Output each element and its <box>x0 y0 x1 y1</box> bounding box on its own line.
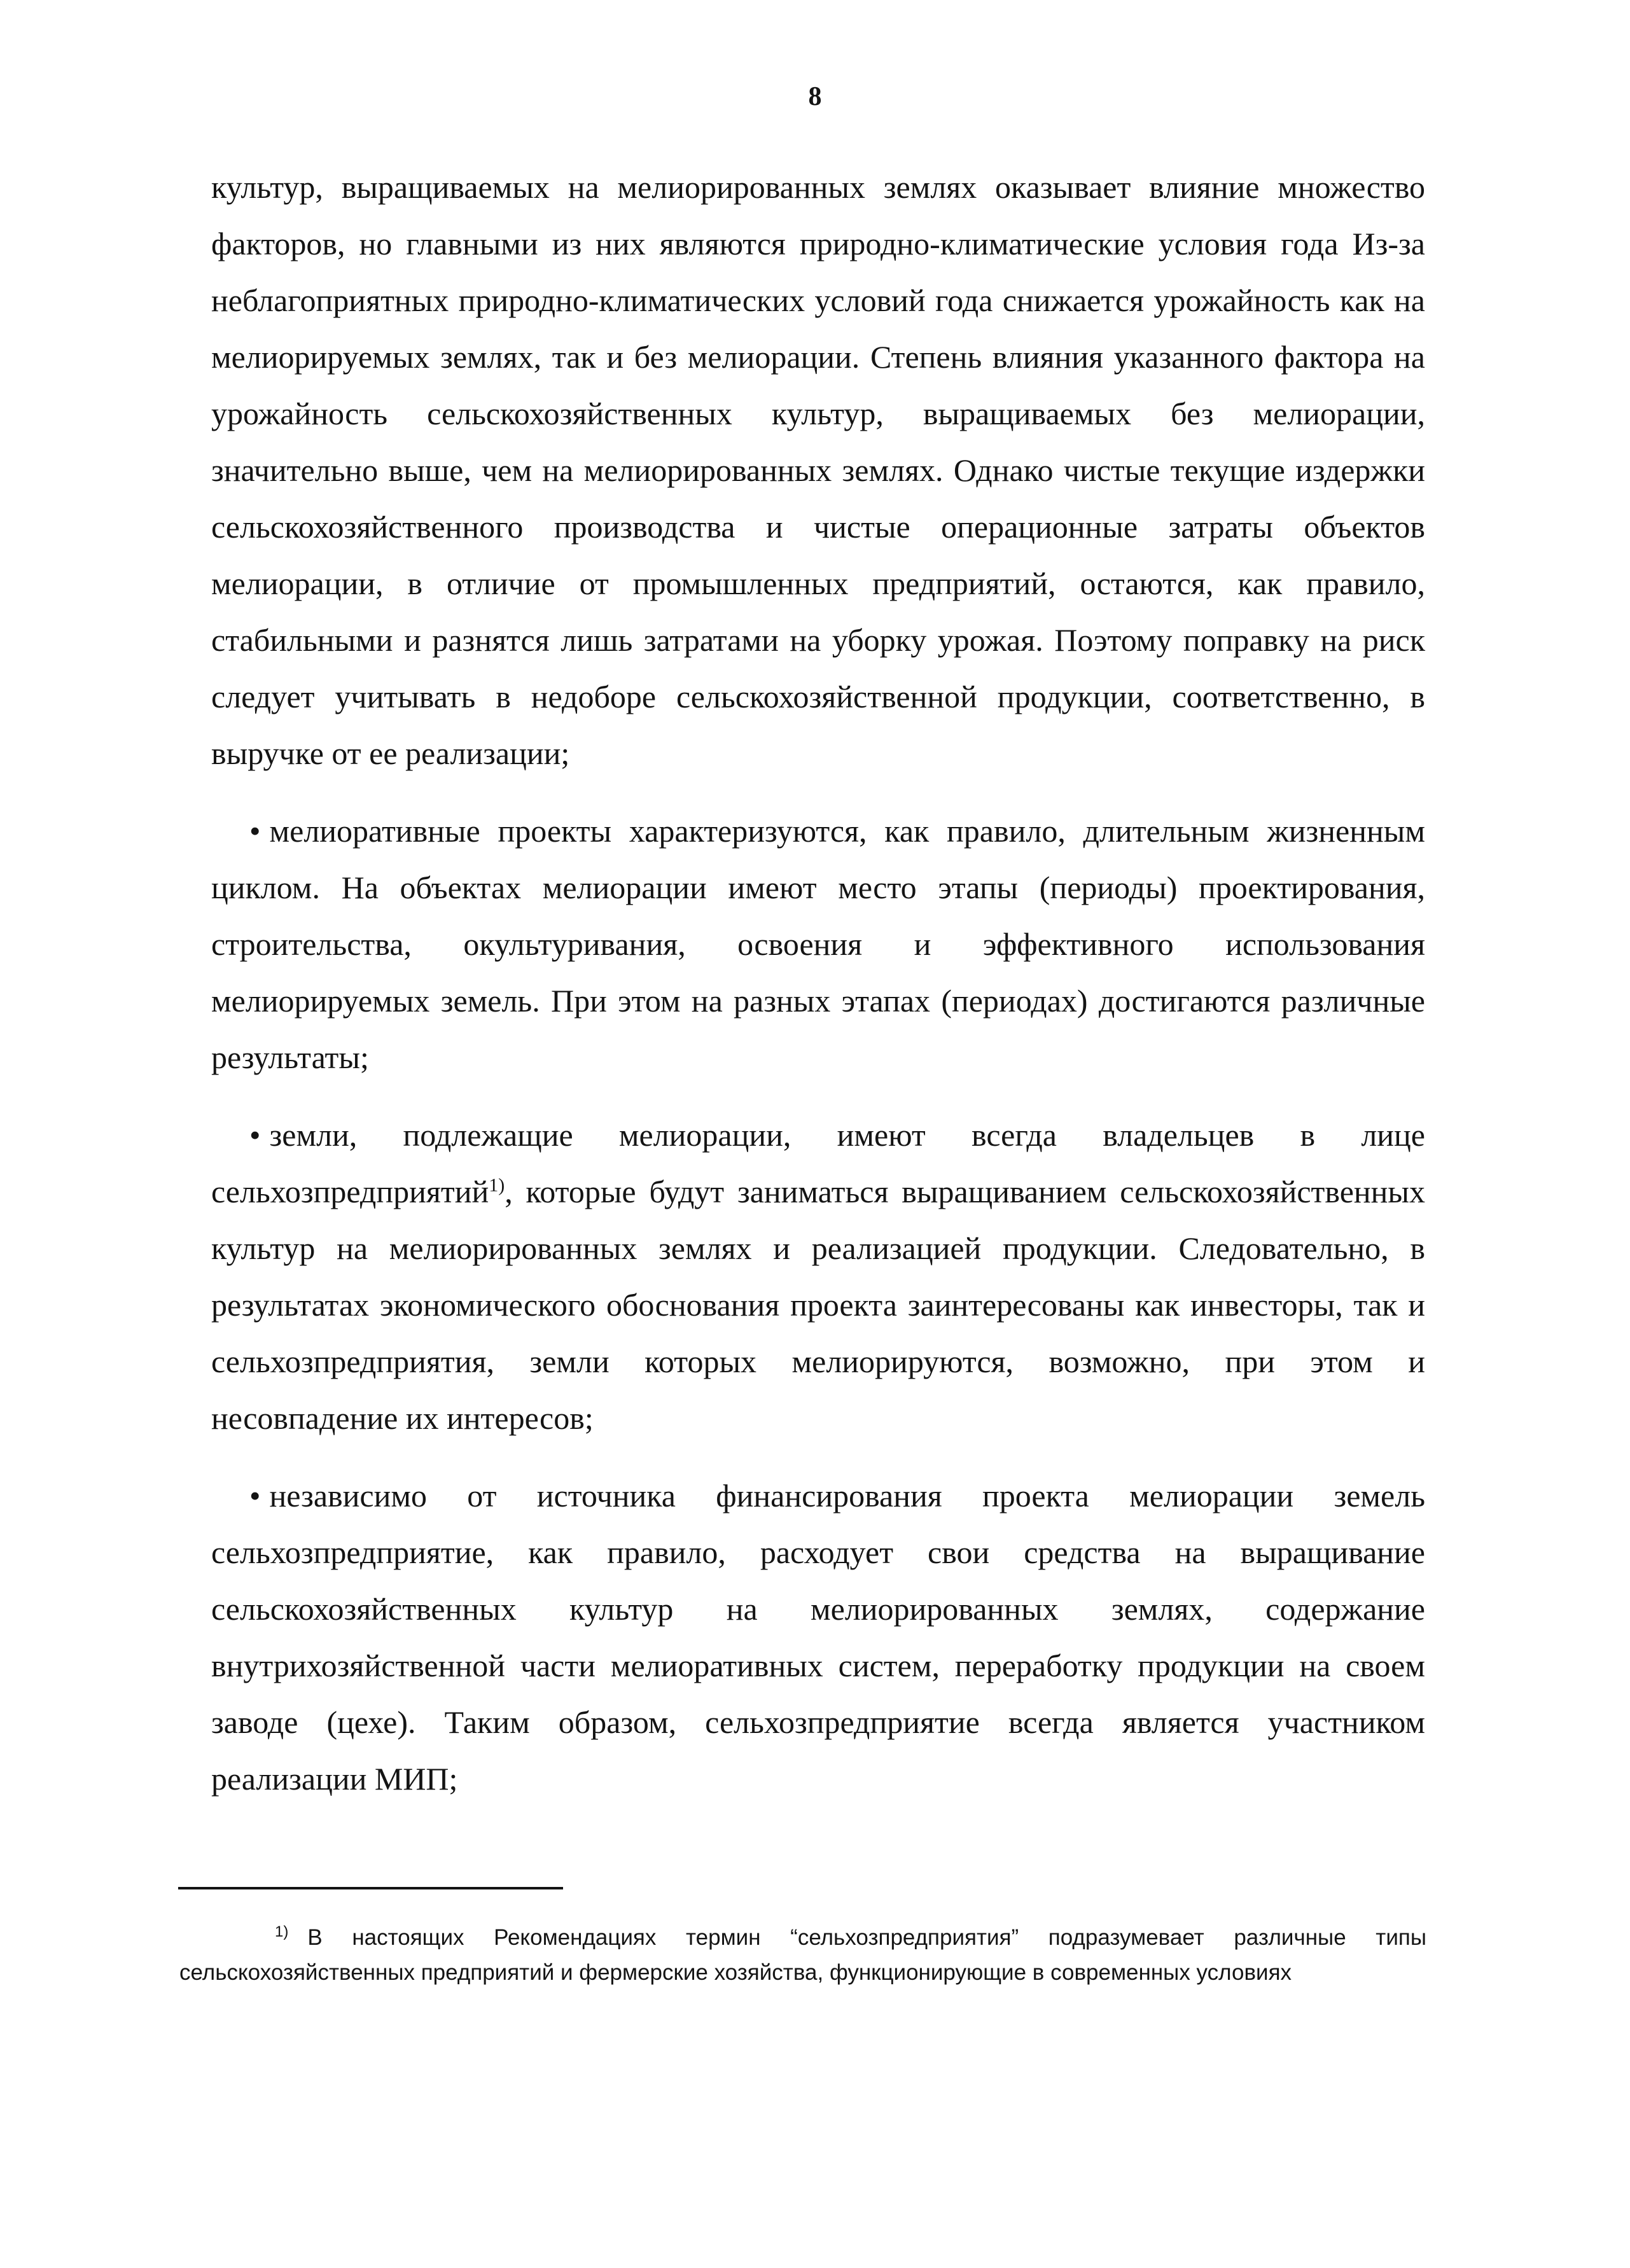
footnote-separator <box>178 1887 563 1889</box>
footnote-reference: 1) <box>489 1174 505 1196</box>
bullet-item-life-cycle <box>211 803 1425 1086</box>
page-number: 8 <box>808 82 822 111</box>
bullet-icon: • <box>249 1117 261 1153</box>
footnote <box>179 1920 1426 1990</box>
bullet-text-part2: , которые будут заниматься выращиванием сельскохозяйственных культур на мелиорированных землях и реализацией продукции. Следовательно, в результатах экономического обоснования проекта заинтересованы как инвесторы, так и сельхозпредприятия, земли которых мелиорируются, возможно, при этом и несовпадение их интересов; <box>211 1174 1425 1436</box>
bullet-icon: • <box>249 813 261 849</box>
bullet-text-part1: земли, подлежащие мелиорации, имеют всегда владельцев в лице сельхозпредприятий <box>211 1117 1425 1209</box>
paragraph-continuation: культур, выращиваемых на мелиорированных землях оказывает влияние множество факторов, но главными из них являются природно-климатические условия года Из-за неблагоприятных природно-климатических условий года снижается урожайность как на мелиорируемых землях, так и без мелиорации. Степень влияния указанного фактора на урожайность сельскохозяйственных культур, выращиваемых без мелиорации, значительно выше, чем на мелиорированных землях. Однако чистые текущие издержки сельскохозяйственного производства и чистые операционные затраты объектов мелиорации, в отличие от промышленных предприятий, остаются, как правило, стабильными и разнятся лишь затратами на уборку урожая. Поэтому поправку на риск следует учитывать в недоборе сельскохозяйственной продукции, соответственно, в выручке от ее реализации; <box>211 169 1425 771</box>
footnote-text: В настоящих Рекомендациях термин “сельхозпредприятия” подразумевает различные типы сельскохозяйственных предприятий и фермерские хозяйства, функционирующие в современных условиях <box>179 1925 1426 1985</box>
bullet-text: независимо от источника финансирования проекта мелиорации земель сельхозпредприятие, как правило, расходует свои средства на выращивание сельскохозяйственных культур на мелиорированных землях, содержание внутрихозяйственной части мелиоративных систем, переработку продукции на своем заводе (цехе). Таким образом, сельхозпредприятие всегда является участником реализации МИП; <box>211 1478 1425 1797</box>
footnote-mark: 1) <box>275 1923 289 1941</box>
bullet-item-financing <box>211 1468 1425 1807</box>
bullet-icon: • <box>249 1478 261 1513</box>
bullet-text: мелиоративные проекты характеризуются, как правило, длительным жизненным циклом. На объектах мелиорации имеют место этапы (периоды) проектирования, строительства, окультуривания, освоения и эффективного использования мелиорируемых земель. При этом на разных этапах (периодах) достигаются различные результаты; <box>211 813 1425 1075</box>
bullet-item-land-owners <box>211 1107 1425 1447</box>
document-body <box>211 159 1425 1807</box>
